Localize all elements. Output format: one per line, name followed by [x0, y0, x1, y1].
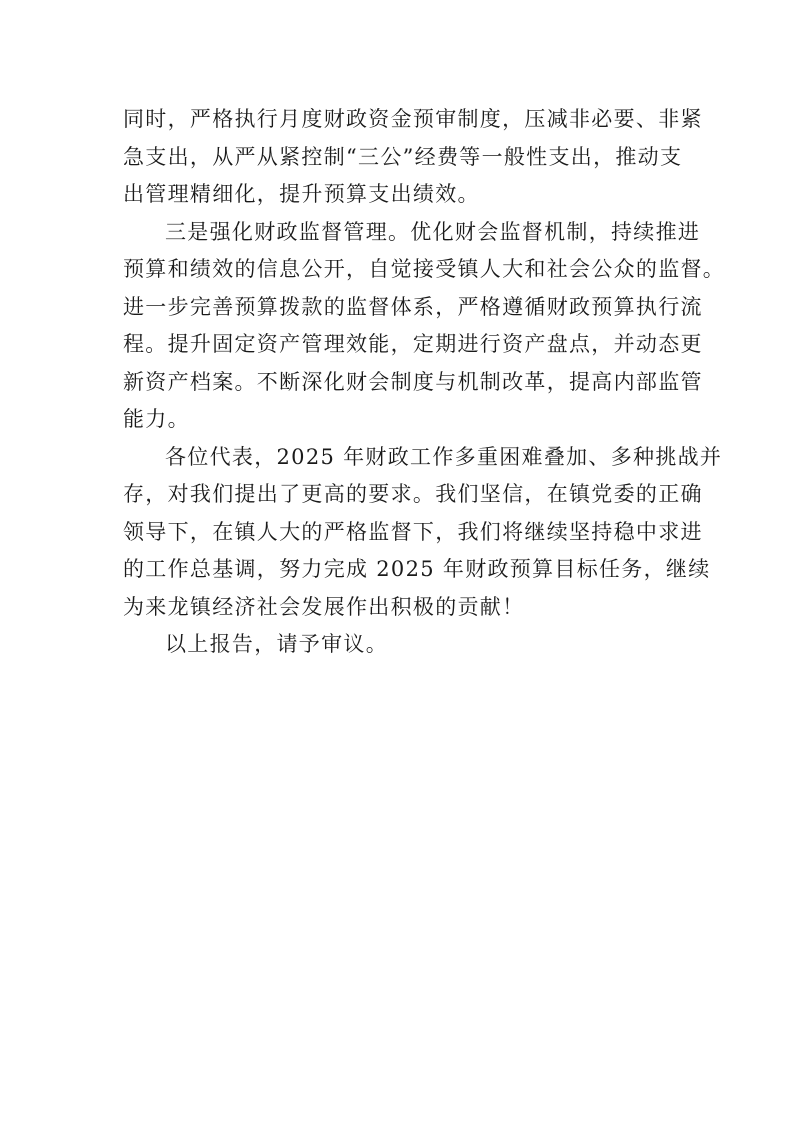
paragraph-request-review: [123, 626, 681, 664]
text-line: 能力。: [123, 407, 190, 431]
paragraph-budget-control: [123, 101, 703, 214]
text-line: 新资产档案。不断深化财会制度与机制改革，提高内部监管: [123, 369, 703, 394]
text-line: 出管理精细化，提升预算支出绩效。: [123, 182, 480, 206]
text-line: 领导下，在镇人大的严格监督下，我们将继续坚持稳中求进: [123, 519, 703, 544]
text-line: 同时，严格执行月度财政资金预审制度，压减非必要、非紧: [123, 107, 703, 131]
text-line: 三是强化财政监督管理。优化财会监督机制，持续推进: [165, 219, 701, 244]
text-line: 预算和绩效的信息公开，自觉接受镇人大和社会公众的监督。: [123, 257, 726, 281]
paragraph-financial-supervision: [123, 214, 726, 439]
text-line: 的工作总基调，努力完成 2025 年财政预算目标任务，继续: [123, 557, 711, 581]
text-line: 以上报告，请予审议。: [165, 632, 388, 656]
paragraph-closing-remarks: [123, 439, 723, 627]
text-line: 各位代表，2025 年财政工作多重困难叠加、多种挑战并: [165, 444, 723, 469]
text-line: 程。提升固定资产管理效能，定期进行资产盘点，并动态更: [123, 332, 703, 356]
report-body: [123, 101, 726, 664]
text-line: 进一步完善预算拨款的监督体系，严格遵循财政预算执行流: [123, 294, 703, 319]
text-line: 存，对我们提出了更高的要求。我们坚信，在镇党委的正确: [123, 482, 703, 506]
text-line: 为来龙镇经济社会发展作出积极的贡献！: [123, 594, 525, 619]
text-line: 急支出，从严从紧控制“三公”经费等一般性支出，推动支: [123, 144, 683, 169]
